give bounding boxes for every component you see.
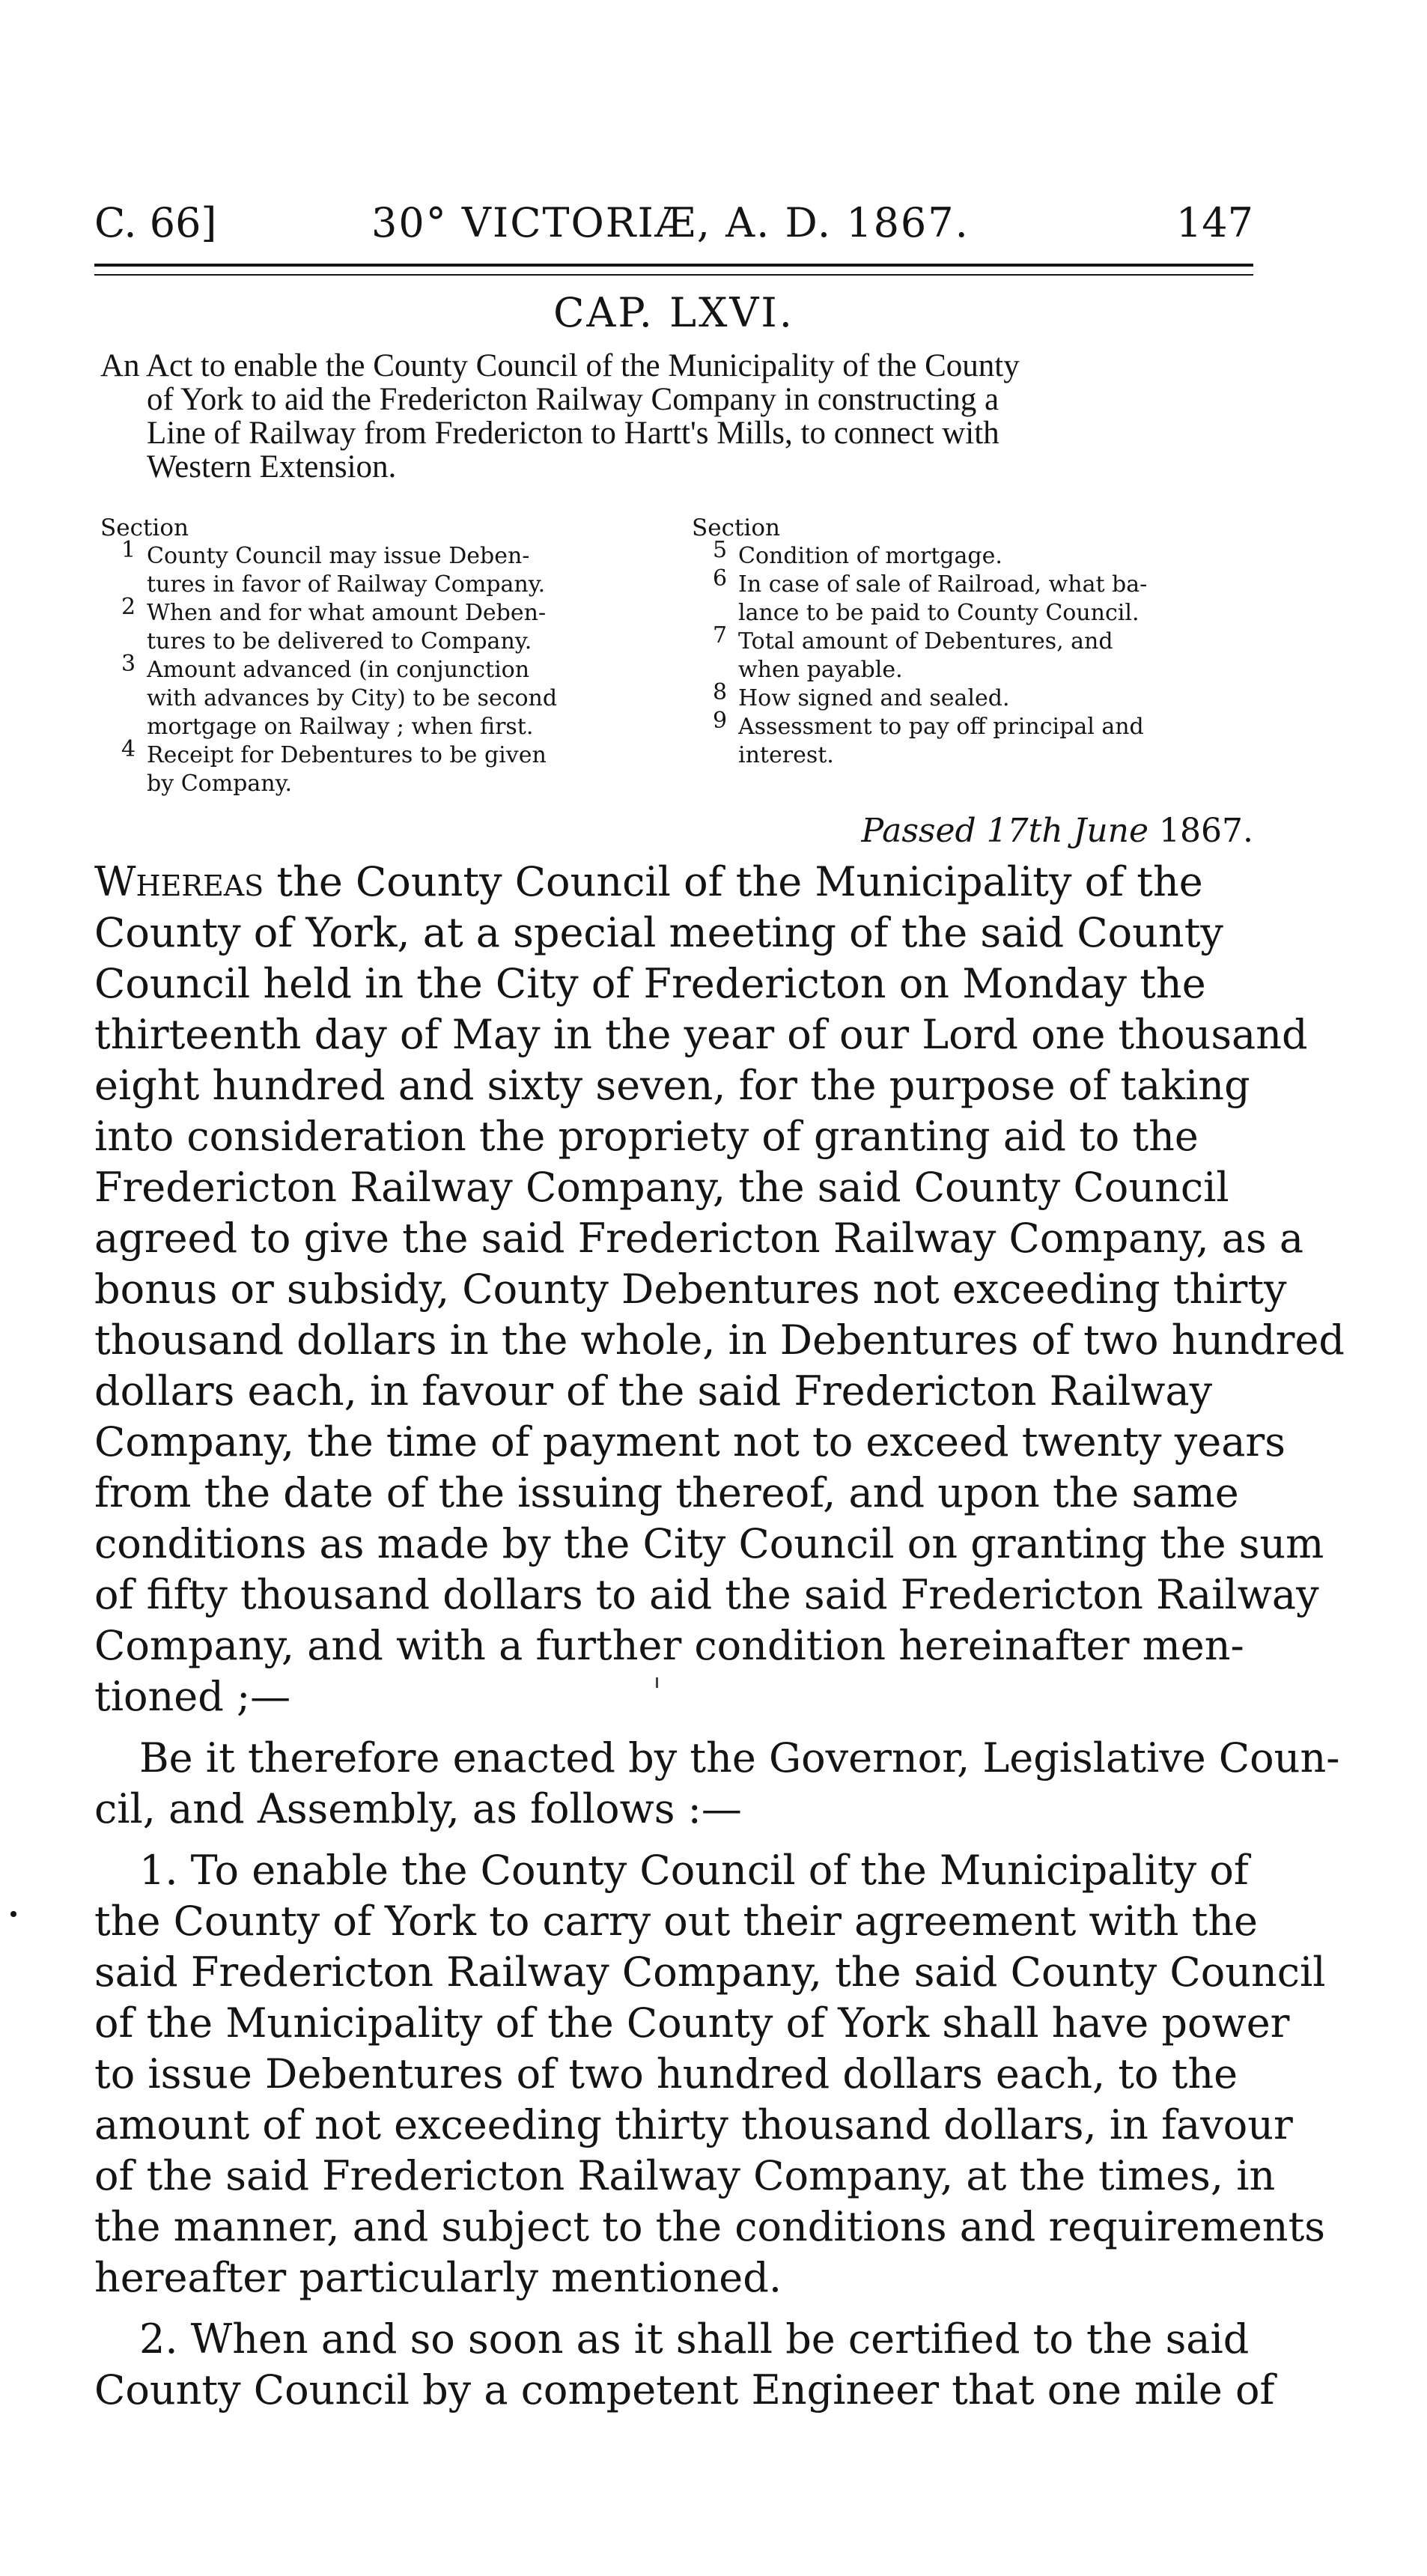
- index-number: 5: [713, 537, 728, 563]
- index-text: Total amount of Debentures, and: [738, 628, 1113, 654]
- index-number: 4: [121, 736, 136, 762]
- index-number: 7: [713, 622, 728, 648]
- act-title-line: Western Extension.: [147, 449, 397, 484]
- index-text: tures in favor of Railway Company.: [147, 571, 546, 598]
- index-text: tures to be delivered to Company.: [147, 628, 532, 654]
- text-line: Company, the time of payment not to exceed twenty years: [94, 1418, 1285, 1465]
- passed-date: [861, 810, 1253, 852]
- text-line: Fredericton Railway Company, the said County Council: [94, 1164, 1229, 1211]
- text-line: of the said Fredericton Railway Company, at the times, in: [94, 2152, 1276, 2199]
- text-line: Council held in the City of Fredericton on Monday the: [94, 960, 1206, 1007]
- section-heading: Section: [692, 514, 780, 541]
- whereas-word: Whereas: [94, 858, 264, 905]
- index-text: with advances by City) to be second: [147, 685, 558, 711]
- passed-year: 1867.: [1159, 812, 1253, 850]
- index-entry: [100, 594, 669, 656]
- text-line: 1. To enable the County Council of the Municipality of: [139, 1847, 1249, 1894]
- text-line: Be it therefore enacted by the Governor, Legislative Coun-: [139, 1734, 1340, 1781]
- text-line: agreed to give the said Fredericton Railway Company, as a: [94, 1215, 1304, 1262]
- index-entry: [100, 537, 669, 599]
- preamble: [94, 908, 1345, 1722]
- section-1: [94, 1845, 1326, 2303]
- text-line: cil, and Assembly, as follows :—: [94, 1785, 742, 1832]
- text-line: of the Municipality of the County of York shall have power: [94, 1999, 1290, 2047]
- passed-label: Passed 17th June: [861, 812, 1149, 850]
- index-text: How signed and sealed.: [738, 685, 1010, 711]
- ink-fleck: [656, 1677, 658, 1688]
- index-entry: [692, 708, 1261, 770]
- chapter-reference: C. 66]: [94, 199, 217, 246]
- header-rule-thin: [94, 274, 1253, 276]
- index-entry: [692, 679, 1261, 713]
- regnal-year: 30° VICTORIÆ, A. D. 1867.: [371, 199, 970, 246]
- running-header: [94, 193, 1253, 253]
- index-entry: [692, 622, 1261, 684]
- text-line: the County of York to carry out their agreement with the: [94, 1898, 1259, 1945]
- index-text: Assessment to pay off principal and: [738, 714, 1144, 740]
- section-index-left: [100, 515, 669, 798]
- index-number: 9: [713, 708, 728, 734]
- index-entry: [100, 736, 669, 798]
- text-line: thirteenth day of May in the year of our Lord one thousand: [94, 1011, 1308, 1058]
- act-title-line: An Act to enable the County Council of the Municipality of the County: [100, 348, 1020, 383]
- margin-mark: [10, 1911, 16, 1917]
- index-number: 2: [121, 594, 136, 620]
- index-number: 6: [713, 565, 728, 592]
- index-text: Condition of mortgage.: [738, 543, 1002, 569]
- act-title-line: of York to aid the Fredericton Railway Company in constructing a: [147, 382, 999, 417]
- index-text: by Company.: [147, 771, 293, 797]
- text-line: amount of not exceeding thirty thousand dollars, in favour: [94, 2101, 1293, 2148]
- index-entry: [692, 565, 1261, 628]
- act-body: [94, 857, 1345, 2416]
- page-number: 147: [1175, 199, 1253, 246]
- index-text: mortgage on Railway ; when first.: [147, 714, 534, 740]
- text-line: County of York, at a special meeting of the said County: [94, 909, 1223, 956]
- text-line: eight hundred and sixty seven, for the purpose of taking: [94, 1062, 1250, 1109]
- index-text: When and for what amount Deben-: [147, 600, 547, 626]
- section-index-right: [692, 515, 1261, 770]
- chapter-title: CAP. LXVI.: [553, 289, 794, 336]
- index-entry: [100, 651, 669, 741]
- index-number: 3: [121, 651, 136, 677]
- text-line: to issue Debentures of two hundred dollars each, to the: [94, 2050, 1238, 2097]
- act-title: [100, 349, 1253, 484]
- index-text: County Council may issue Deben-: [147, 543, 530, 569]
- text-line: dollars each, in favour of the said Fredericton Railway: [94, 1367, 1213, 1415]
- index-text: Receipt for Debentures to be given: [147, 742, 547, 768]
- text-line: bonus or subsidy, County Debentures not exceeding thirty: [94, 1266, 1287, 1313]
- text-line: hereafter particularly mentioned.: [94, 2254, 782, 2301]
- preamble-first-line: [94, 857, 1253, 908]
- text-line: from the date of the issuing thereof, and upon the same: [94, 1469, 1239, 1516]
- text-line: Company, and with a further condition hereinafter men-: [94, 1622, 1244, 1669]
- index-number: 1: [121, 537, 136, 563]
- act-title-line: Line of Railway from Fredericton to Hartt's Mills, to connect with: [147, 416, 999, 451]
- section-heading: Section: [100, 514, 189, 541]
- text-line: said Fredericton Railway Company, the said County Council: [94, 1948, 1326, 1996]
- section-2: [94, 2314, 1275, 2416]
- index-text: In case of sale of Railroad, what ba-: [738, 571, 1148, 598]
- text-line: of fifty thousand dollars to aid the said Fredericton Railway: [94, 1571, 1319, 1618]
- text-line: tioned ;—: [94, 1673, 291, 1720]
- text-line: County Council by a competent Engineer that one mile of: [94, 2366, 1275, 2414]
- index-text: interest.: [738, 742, 834, 768]
- text-line: conditions as made by the City Council on granting the sum: [94, 1520, 1324, 1567]
- text-line: thousand dollars in the whole, in Debentures of two hundred: [94, 1316, 1345, 1364]
- header-rule-thick: [94, 264, 1253, 267]
- index-text: when payable.: [738, 657, 903, 683]
- index-number: 8: [713, 679, 728, 705]
- index-entry: [692, 537, 1261, 571]
- text-line: into consideration the propriety of granting aid to the: [94, 1113, 1199, 1160]
- enacting-clause: [94, 1733, 1340, 1835]
- text-line: the manner, and subject to the conditions and requirements: [94, 2203, 1325, 2250]
- preamble-text: the County Council of the Municipality of the: [264, 858, 1203, 905]
- index-text: lance to be paid to County Council.: [738, 600, 1140, 626]
- index-text: Amount advanced (in conjunction: [147, 657, 530, 683]
- text-line: 2. When and so soon as it shall be certified to the said: [139, 2315, 1250, 2363]
